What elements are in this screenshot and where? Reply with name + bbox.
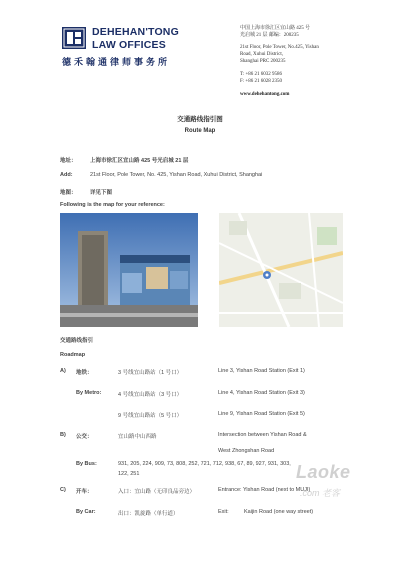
metro-label-cn: 地铁： — [76, 370, 93, 376]
page-title-cn: 交通路线指引图 — [177, 116, 223, 123]
fax: F: +86 21 6028 2350 — [240, 79, 282, 84]
address-en-line1: 21st Floor, Pole Tower, No.425, Yishan — [240, 45, 319, 50]
metro-line-cn: 9 号线宜山路站（5 号口） — [118, 413, 183, 419]
address-cn-label: 地址： — [60, 158, 77, 164]
website-link[interactable]: www.dehehantong.com — [240, 92, 290, 97]
bus-label-en: By Bus: — [76, 461, 97, 467]
bus-letter: B) — [60, 432, 66, 438]
bus-stop-en-line2: West Zhongshan Road — [218, 448, 275, 454]
bus-label-cn: 公交： — [76, 434, 93, 440]
car-exit-en-label: Exit: — [218, 509, 229, 515]
car-entrance-en: Entrance: Yishan Road (next to MUJI) — [218, 487, 311, 493]
metro-line-en: Line 4, Yishan Road Station (Exit 3) — [218, 390, 305, 396]
map-label: 地图： — [60, 190, 77, 196]
metro-letter: A) — [60, 368, 66, 374]
car-label-cn: 开车： — [76, 489, 93, 495]
address-en-value: 21st Floor, Pole Tower, No. 425, Yishan Road, Xuhui District, Shanghai — [90, 172, 263, 178]
car-entrance-cn: 入口：宜山路（无印良品旁边） — [118, 489, 196, 495]
bus-routes-line2: 122, 251 — [118, 471, 140, 477]
telephone: T: +86 21 6032 9586 — [240, 72, 283, 77]
firm-logo-icon — [62, 27, 86, 49]
map-intro: Following is the map for your reference: — [60, 202, 165, 208]
metro-line-cn: 4 号线宜山路站（3 号口） — [118, 392, 183, 398]
car-letter: C) — [60, 487, 66, 493]
firm-name-en-line2: LAW OFFICES — [92, 39, 166, 51]
page-title-en: Route Map — [184, 128, 216, 134]
car-exit-cn: 出口：凯旋路（单行道） — [118, 511, 179, 517]
bus-routes-line1: 931, 205, 224, 909, 73, 808, 252, 721, 712, 938, 67, 89, 927, 931, 303, — [118, 461, 291, 467]
address-en-label: Add: — [60, 172, 73, 178]
address-cn-line2: 光启城 21 层 邮编：200235 — [240, 33, 299, 38]
building-photo — [60, 213, 198, 327]
bus-stop-en-line1: Intersection between Yishan Road & — [218, 432, 307, 438]
watermark-subtext: .com 老客 — [300, 488, 341, 498]
metro-line-en: Line 9, Yishan Road Station (Exit 5) — [218, 411, 305, 417]
bus-stop-cn: 宜山路中山西路 — [118, 434, 157, 440]
car-exit-en-value: Kaijin Road (one way street) — [244, 509, 314, 515]
metro-line-en: Line 3, Yishan Road Station (Exit 1) — [218, 368, 305, 374]
metro-line-cn: 3 号线宜山路站（1 号口） — [118, 370, 183, 376]
car-label-en: By Car: — [76, 509, 96, 515]
metro-label-en: By Metro: — [76, 390, 102, 396]
firm-name-cn: 德禾翰通律师事务所 — [62, 57, 171, 67]
route-heading-en: Roadmap — [60, 352, 86, 358]
map-value: 详见下图 — [90, 190, 113, 196]
address-cn-line1: 中国上海市徐汇区宜山路 425 号 — [240, 26, 311, 31]
route-heading-cn: 交通路线指引 — [60, 338, 94, 344]
address-cn-value: 上海市徐汇区宜山路 425 号光启城 21 层 — [90, 158, 189, 164]
watermark-logo: Laoke — [296, 462, 351, 482]
address-en-line2: Road, Xuhui District, — [240, 52, 284, 57]
location-map[interactable] — [219, 213, 343, 327]
address-en-line3: Shanghai PRC 200235 — [240, 59, 286, 64]
firm-name-en-line1: DEHEHAN'TONG — [92, 26, 179, 38]
